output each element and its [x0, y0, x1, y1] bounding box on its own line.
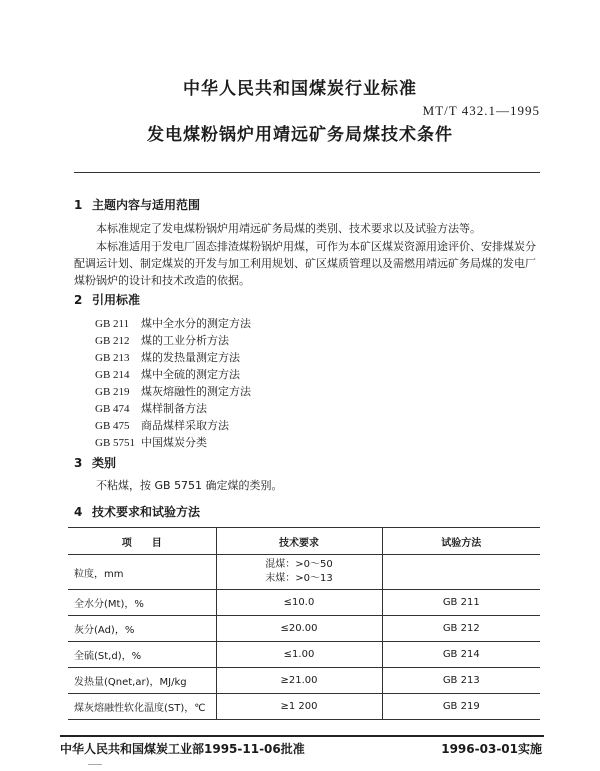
- section-number: 4: [74, 505, 83, 519]
- reference-item: [95, 400, 251, 417]
- reference-item: [95, 417, 251, 434]
- reference-item: [95, 434, 251, 451]
- section-3-paragraph: 不粘煤，按 GB 5751 确定煤的类别。: [96, 479, 283, 492]
- table-cell-item: 灰分(Ad)，%: [68, 616, 216, 642]
- table-cell-method: GB 211: [382, 590, 540, 616]
- reference-item: [95, 315, 251, 332]
- reference-code: GB 213: [95, 352, 130, 364]
- reference-code: GB 5751: [95, 437, 136, 449]
- approval-statement: 中华人民共和国煤炭工业部1995-11-06批准: [60, 742, 305, 756]
- column-header-method: 试验方法: [382, 528, 540, 555]
- reference-item: [95, 366, 251, 383]
- table-cell-method: GB 213: [382, 668, 540, 694]
- standard-organization: 中华人民共和国煤炭行业标准: [183, 79, 417, 99]
- column-header-item: 项 目: [68, 528, 216, 555]
- table-cell-requirement: [216, 555, 382, 590]
- section-1-paragraph-1: 本标准规定了发电煤粉锅炉用靖远矿务局煤的类别、技术要求以及试验方法等。: [96, 222, 481, 235]
- section-number: 2: [74, 293, 83, 307]
- section-title: 技术要求和试验方法: [92, 505, 201, 519]
- section-number: 1: [74, 198, 83, 212]
- scan-mark: [88, 764, 102, 765]
- table-cell-method: [382, 555, 540, 590]
- section-2-heading: [74, 291, 140, 308]
- requirement-line: 末煤：>0～13: [265, 573, 333, 584]
- section-title: 主题内容与适用范围: [92, 198, 201, 212]
- table-row: [68, 668, 540, 694]
- reference-code: GB 474: [95, 403, 130, 415]
- reference-code: GB 212: [95, 335, 130, 347]
- table-cell-item: 全硫(St,d)，%: [68, 642, 216, 668]
- reference-title: 煤中全水分的测定方法: [141, 317, 251, 330]
- reference-title: 煤中全硫的测定方法: [141, 368, 240, 381]
- reference-code: GB 475: [95, 420, 130, 432]
- effective-date: 1996-03-01实施: [441, 742, 542, 756]
- reference-item: [95, 383, 251, 400]
- table-cell-requirement: ≤20.00: [216, 616, 382, 642]
- table-row: [68, 616, 540, 642]
- table-cell-method: GB 219: [382, 694, 540, 720]
- table-row: [68, 642, 540, 668]
- section-title: 引用标准: [92, 293, 141, 307]
- table-cell-method: GB 214: [382, 642, 540, 668]
- table-row: [68, 590, 540, 616]
- reference-item: [95, 332, 251, 349]
- table-row: [68, 555, 540, 590]
- table-cell-item: 发热量(Qnet,ar)，MJ/kg: [68, 668, 216, 694]
- table-cell-requirement: ≤10.0: [216, 590, 382, 616]
- reference-title: 煤的工业分析方法: [141, 334, 229, 347]
- reference-title: 中国煤炭分类: [141, 436, 207, 449]
- standard-code: MT/T 432.1—1995: [422, 103, 540, 118]
- table-cell-item: 全水分(Mt)，%: [68, 590, 216, 616]
- table-cell-method: GB 212: [382, 616, 540, 642]
- header-divider: [74, 172, 540, 173]
- table-cell-item: 煤灰熔融性软化温度(ST)，℃: [68, 694, 216, 720]
- section-title: 类别: [92, 456, 117, 470]
- technical-requirements-table: [68, 527, 540, 720]
- reference-item: [95, 349, 251, 366]
- table-row: [68, 694, 540, 720]
- footer-divider: [60, 735, 544, 737]
- section-1-paragraph-2: 本标准适用于发电厂固态排渣煤粉锅炉用煤，可作为本矿区煤炭资源用途评价、安排煤炭分配调运计划、制定煤炭的开发与加工利用规划、矿区煤质管理以及需燃用靖远矿务局煤的发电厂煤粉锅炉的设计和技术改造的依据。: [74, 240, 536, 287]
- table-cell-requirement: ≥21.00: [216, 668, 382, 694]
- reference-code: GB 219: [95, 386, 130, 398]
- table-cell-requirement: ≥1 200: [216, 694, 382, 720]
- reference-code: GB 211: [95, 318, 130, 330]
- table-cell-item: 粒度，mm: [68, 555, 216, 590]
- reference-title: 煤灰熔融性的测定方法: [141, 385, 251, 398]
- reference-title: 煤样制备方法: [141, 402, 207, 415]
- document-title: 发电煤粉锅炉用靖远矿务局煤技术条件: [147, 125, 453, 145]
- requirement-line: 混煤：>0～50: [265, 559, 333, 570]
- table-cell-requirement: ≤1.00: [216, 642, 382, 668]
- section-3-heading: [74, 454, 116, 471]
- reference-list: [95, 315, 251, 451]
- section-1-heading: [74, 196, 200, 213]
- table-header-row: [68, 528, 540, 555]
- section-4-heading: [74, 503, 200, 520]
- reference-title: 煤的发热量测定方法: [141, 351, 240, 364]
- reference-code: GB 214: [95, 369, 130, 381]
- reference-title: 商品煤样采取方法: [141, 419, 229, 432]
- section-number: 3: [74, 456, 83, 470]
- column-header-requirement: 技术要求: [216, 528, 382, 555]
